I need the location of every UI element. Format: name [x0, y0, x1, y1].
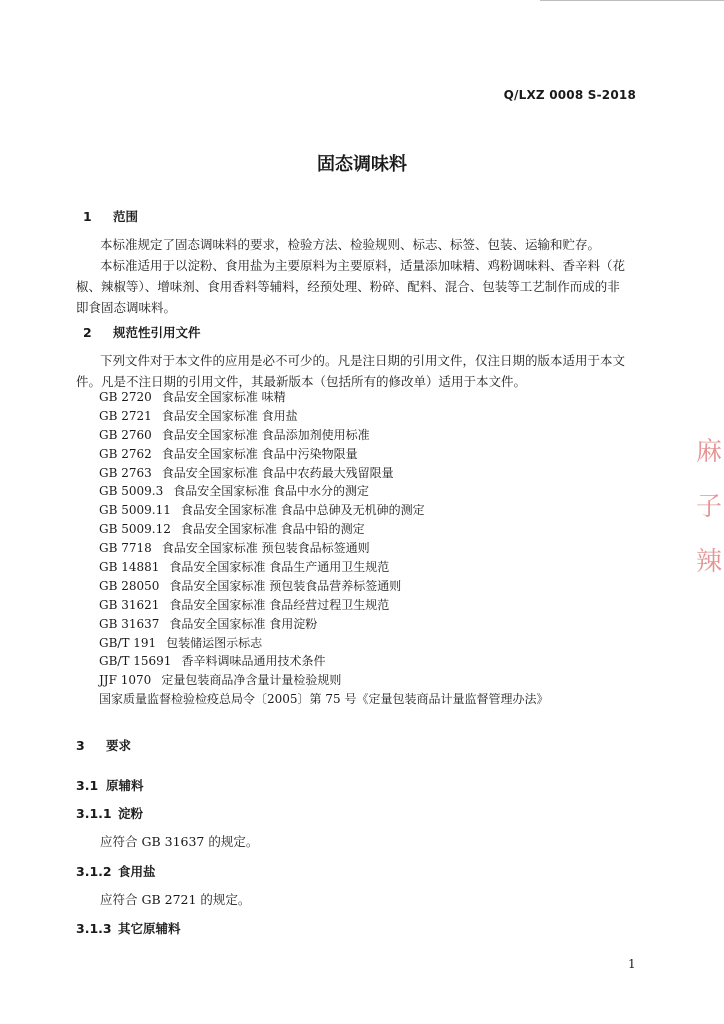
reference-title: 食品安全国家标准 食品中农药最大残留限量: [161, 465, 394, 480]
section-number: 2: [83, 325, 92, 340]
reference-title: 食品安全国家标准 食用盐: [161, 408, 298, 423]
reference-title: 食品安全国家标准 食品生产通用卫生规范: [169, 560, 390, 575]
reference-code: GB 2762: [99, 446, 152, 461]
reference-code: GB 28050: [99, 578, 160, 593]
reference-code: GB/T 191: [99, 635, 157, 650]
reference-list: [99, 388, 548, 709]
page-number: 1: [628, 957, 636, 971]
reference-title: 食品安全国家标准 食品中污染物限量: [161, 446, 358, 461]
top-rule: [540, 0, 724, 1]
reference-item: [99, 482, 548, 501]
reference-code: GB 2763: [99, 465, 152, 480]
reference-code: GB 2720: [99, 390, 152, 404]
scope-paragraph-2-line-1: 本标准适用于以淀粉、食用盐为主要原料为主要原料，适量添加味精、鸡粉调味料、香辛料（花: [100, 258, 626, 273]
reference-title: 食品安全国家标准 预包装食品营养标签通则: [169, 578, 402, 593]
reference-code: GB 31621: [99, 597, 160, 612]
section-3-heading: [76, 736, 131, 754]
reference-title: 食品安全国家标准 食用淀粉: [169, 616, 318, 631]
reference-item: [99, 652, 548, 671]
reference-item: [99, 388, 548, 407]
reference-item: [99, 426, 548, 445]
reference-code: GB 5009.12: [99, 522, 171, 537]
section-title: 淀粉: [118, 806, 144, 821]
reference-code: GB 5009.11: [99, 503, 171, 518]
section-title: 食用盐: [118, 864, 156, 879]
reference-item: [99, 501, 548, 520]
reference-code: GB/T 15691: [99, 654, 172, 669]
reference-title: 食品安全国家标准 预包装食品标签通则: [161, 541, 370, 556]
reference-item: [99, 615, 548, 634]
references-intro-line-2: 件。凡是不注日期的引用文件，其最新版本（包括所有的修改单）适用于本文件。: [76, 374, 527, 389]
reference-item: [99, 690, 548, 709]
section-3-1-heading: [76, 776, 144, 794]
section-title: 规范性引用文件: [113, 325, 201, 340]
section-number: 3: [76, 738, 85, 753]
reference-code: GB 2760: [99, 427, 152, 442]
section-title: 要求: [106, 738, 132, 753]
section-number: 3.1.2: [76, 864, 112, 879]
reference-code: GB 5009.3: [99, 484, 164, 499]
references-intro-line-1: 下列文件对于本文件的应用是必不可少的。凡是注日期的引用文件，仅注日期的版本适用于本文: [100, 353, 626, 368]
starch-requirement: 应符合 GB 31637 的规定。: [100, 834, 259, 849]
reference-title: 食品安全国家标准 味精: [161, 390, 286, 404]
section-number: 3.1.3: [76, 921, 112, 936]
reference-title: 食品安全国家标准 食品中铅的测定: [180, 522, 365, 537]
reference-code: GB 7718: [99, 541, 152, 556]
reference-title: 食品安全国家标准 食品中水分的测定: [173, 484, 370, 499]
reference-item: [99, 464, 548, 483]
reference-code: GB 31637: [99, 616, 160, 631]
section-number: 3.1.1: [76, 806, 112, 821]
reference-title: 食品安全国家标准 食品添加剂使用标准: [161, 427, 370, 442]
reference-item: [99, 596, 548, 615]
reference-title: 香辛料调味品通用技术条件: [181, 654, 326, 669]
standard-number: Q/LXZ 0008 S-2018: [503, 88, 636, 102]
reference-title: 国家质量监督检验检疫总局令〔2005〕第 75 号《定量包装商品计量监督管理办法》: [99, 692, 549, 707]
reference-item: [99, 558, 548, 577]
reference-item: [99, 445, 548, 464]
scope-paragraph-2-line-2: 椒、辣椒等）、增味剂、食用香料等辅料，经预处理、粉碎、配料、混合、包装等工艺制作而成的非: [76, 279, 620, 294]
section-3-1-1-heading: [76, 804, 143, 822]
section-number: 1: [83, 209, 92, 224]
reference-title: 食品安全国家标准 食品中总砷及无机砷的测定: [180, 503, 425, 518]
salt-requirement: 应符合 GB 2721 的规定。: [100, 892, 251, 907]
section-title: 范围: [113, 209, 139, 224]
scope-paragraph-1: 本标准规定了固态调味料的要求，检验方法、检验规则、标志、标签、包装、运输和贮存。: [100, 237, 601, 252]
section-2-heading: [83, 323, 201, 341]
reference-item: [99, 520, 548, 539]
section-1-heading: [83, 207, 138, 225]
reference-item: [99, 539, 548, 558]
reference-item: [99, 577, 548, 596]
reference-item: [99, 634, 548, 653]
reference-code: GB 2721: [99, 408, 152, 423]
section-3-1-3-heading: [76, 919, 181, 937]
section-title: 原辅料: [106, 778, 144, 793]
reference-title: 定量包装商品净含量计量检验规则: [161, 673, 342, 688]
section-3-1-2-heading: [76, 862, 156, 880]
reference-code: JJF 1070: [99, 673, 152, 688]
reference-title: 食品安全国家标准 食品经营过程卫生规范: [169, 597, 390, 612]
reference-title: 包装储运图示标志: [166, 635, 263, 650]
reference-item: [99, 407, 548, 426]
reference-code: GB 14881: [99, 560, 160, 575]
scope-paragraph-2-line-3: 即食固态调味料。: [76, 300, 177, 315]
section-number: 3.1: [76, 778, 99, 793]
section-title: 其它原辅料: [118, 921, 181, 936]
reference-item: [99, 671, 548, 690]
company-seal-stamp: 麻 子 辣: [695, 437, 722, 577]
document-title: 固态调味料: [317, 154, 407, 175]
